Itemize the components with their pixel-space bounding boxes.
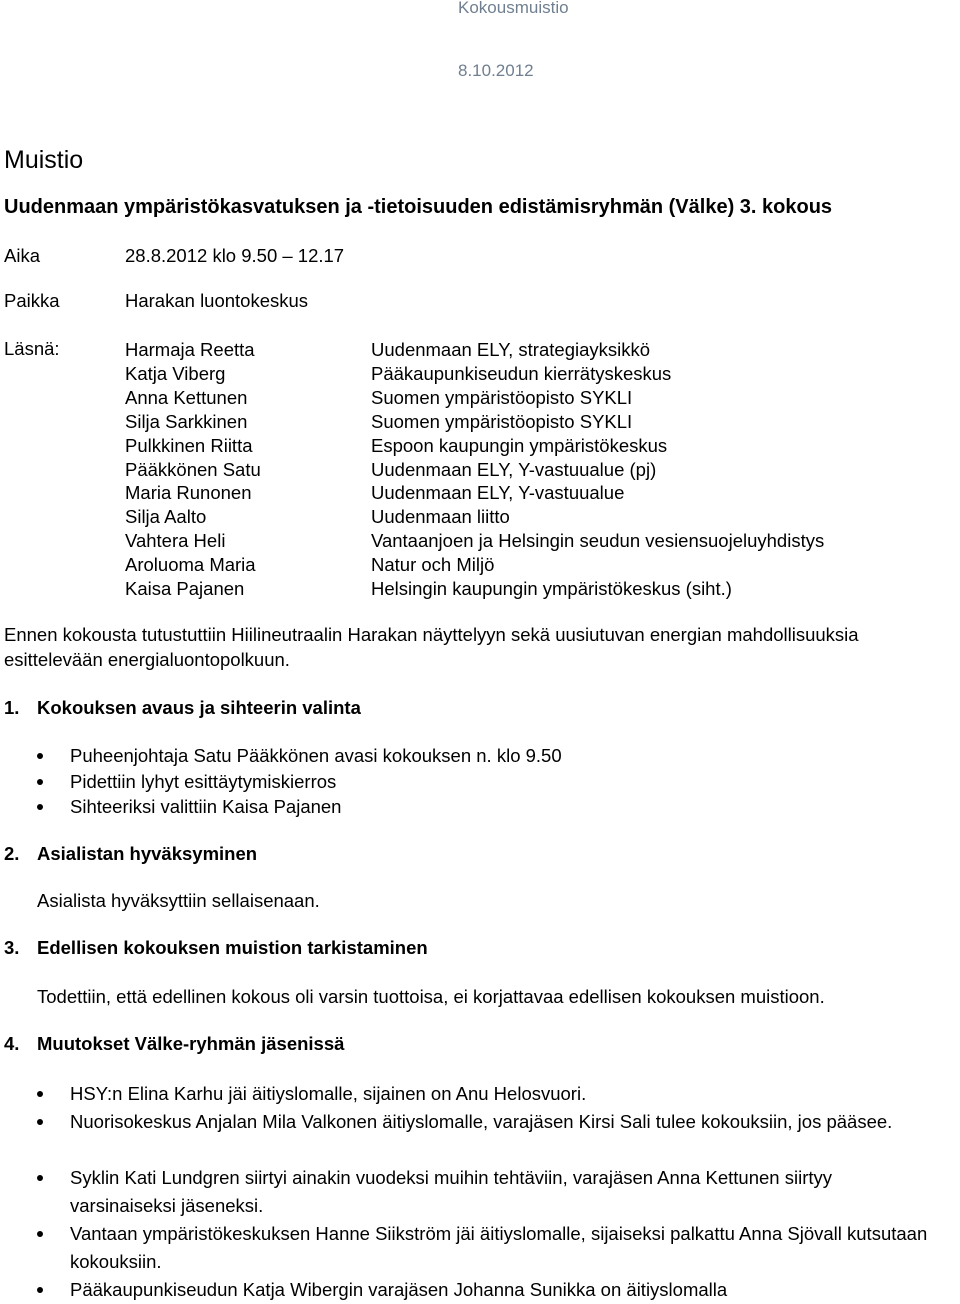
list-item: Pääkaupunkiseudun Katja Wibergin varajäsen Johanna Sunikka on äitiyslomalla (70, 1276, 930, 1304)
paikka-label: Paikka (4, 290, 60, 311)
list-item: Vantaan ympäristökeskuksen Hanne Siikström jäi äitiyslomalle, sijaiseksi palkattu Anna Sjövall kutsutaan kokouksiin. (70, 1220, 930, 1276)
attendee-name: Katja Viberg (125, 362, 226, 384)
list-item: Nuorisokeskus Anjalan Mila Valkonen äitiyslomalle, varajäsen Kirsi Sali tulee kokouksiin, jos pääsee. (70, 1108, 930, 1136)
list-item: Sihteeriksi valittiin Kaisa Pajanen (70, 793, 930, 821)
attendee-name: Silja Sarkkinen (125, 410, 248, 432)
list-item: Puheenjohtaja Satu Pääkkönen avasi kokouksen n. klo 9.50 (70, 742, 930, 770)
lasna-label: Läsnä: (4, 338, 60, 359)
attendee-orgs (371, 338, 824, 601)
attendee-name: Kaisa Pajanen (125, 578, 245, 600)
attendee-name: Vahtera Heli (125, 530, 226, 552)
aika-value: 28.8.2012 klo 9.50 – 12.17 (125, 245, 345, 266)
aika-label: Aika (4, 245, 40, 266)
attendee-name: Aroluoma Maria (125, 554, 256, 576)
header-title: Kokousmuistio (458, 0, 569, 17)
section-number: 3. (4, 937, 20, 958)
section-number: 2. (4, 843, 20, 864)
attendee-org: Suomen ympäristöopisto SYKLI (371, 386, 633, 408)
attendee-org: Suomen ympäristöopisto SYKLI (371, 410, 633, 432)
attendee-name: Maria Runonen (125, 482, 252, 504)
attendee-org: Uudenmaan ELY, Y-vastuualue (371, 482, 625, 504)
attendee-org: Vantaanjoen ja Helsingin seudun vesiensuojeluyhdistys (371, 530, 825, 552)
attendee-name: Pääkkönen Satu (125, 458, 261, 480)
section-number: 1. (4, 697, 20, 718)
attendee-name: Silja Aalto (125, 506, 207, 528)
intro-paragraph: Ennen kokousta tutustuttiin Hiilineutraalin Harakan näyttelyyn sekä uusiutuvan energian mahdollisuuksia esittelevään energialuontopolkuun. (4, 624, 859, 670)
section-title: Edellisen kokouksen muistion tarkistaminen (37, 937, 428, 958)
section-text: Asialista hyväksyttiin sellaisenaan. (37, 890, 320, 911)
attendee-org: Natur och Miljö (371, 554, 495, 576)
list-item: HSY:n Elina Karhu jäi äitiyslomalle, sijainen on Anu Helosvuori. (70, 1080, 930, 1108)
attendee-name: Anna Kettunen (125, 386, 248, 408)
list-item: Syklin Kati Lundgren siirtyi ainakin vuodeksi muihin tehtäviin, varajäsen Anna Kettunen siirtyy varsinaiseksi jäseneksi. (70, 1164, 930, 1220)
attendee-org: Helsingin kaupungin ympäristökeskus (siht.) (371, 578, 732, 600)
attendee-org: Pääkaupunkiseudun kierrätyskeskus (371, 362, 672, 384)
attendee-org: Uudenmaan ELY, strategiayksikkö (371, 339, 651, 360)
section-title: Muutokset Välke-ryhmän jäsenissä (37, 1033, 345, 1054)
attendee-org: Espoon kaupungin ympäristökeskus (371, 434, 668, 456)
section-title: Asialistan hyväksyminen (37, 843, 258, 864)
header-date: 8.10.2012 (458, 61, 534, 80)
section-text: Todettiin, että edellinen kokous oli varsin tuottoisa, ei korjattavaa edellisen kokouksen muistioon. (37, 986, 825, 1007)
document-title: Muistio (4, 146, 84, 174)
document-subtitle: Uudenmaan ympäristökasvatuksen ja -tietoisuuden edistämisryhmän (Välke) 3. kokous (4, 196, 833, 218)
attendee-org: Uudenmaan liitto (371, 506, 510, 528)
attendee-names (125, 338, 261, 601)
paikka-value: Harakan luontokeskus (125, 290, 309, 311)
attendee-org: Uudenmaan ELY, Y-vastuualue (pj) (371, 458, 657, 480)
attendee-name: Harmaja Reetta (125, 339, 255, 360)
section-title: Kokouksen avaus ja sihteerin valinta (37, 697, 361, 718)
list-item: Pidettiin lyhyt esittäytymiskierros (70, 768, 930, 796)
section-number: 4. (4, 1033, 20, 1054)
attendee-name: Pulkkinen Riitta (125, 434, 253, 456)
